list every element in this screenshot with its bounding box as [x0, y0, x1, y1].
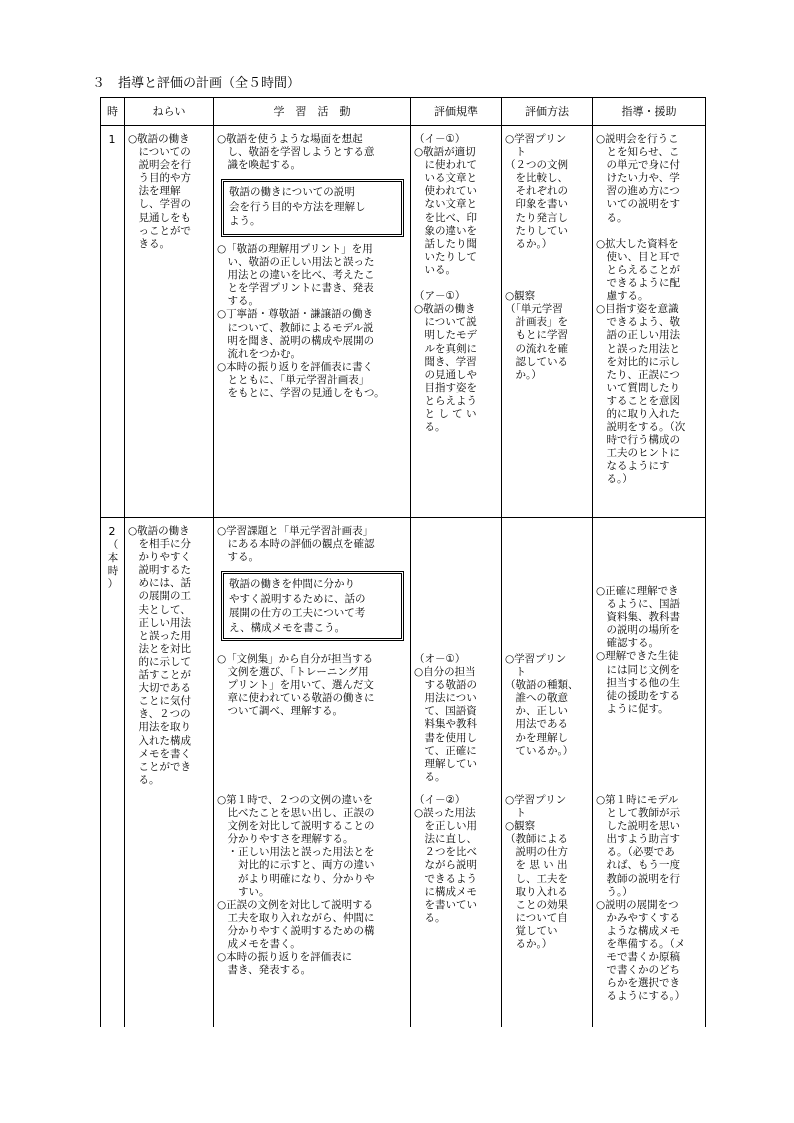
text-line: ○第１時にモデル [596, 794, 679, 806]
text-line: 書を使用し [414, 731, 477, 744]
text-line: る。 [128, 773, 160, 786]
text-line: することを意図 [596, 394, 680, 407]
text-line: ついて調べ、理解する。 [217, 705, 343, 718]
text-line: る。（必要であ [596, 846, 675, 859]
text-line [505, 277, 591, 290]
text-line: ○理解できた生徒 [596, 650, 679, 663]
text-line: もとに学習 [505, 329, 568, 342]
text-line: （２つの文例 [505, 159, 568, 172]
text-line: ト [505, 807, 526, 820]
text-line: の流れを確 [505, 342, 568, 355]
text-line: 語の正しい用法 [596, 329, 680, 342]
text-line: 象の違いを [414, 224, 477, 237]
text-line: 対比的に示すと、両方の違い [217, 859, 375, 872]
text-line: （ア－①） [414, 290, 466, 303]
text-line: ○敬語の働き [128, 525, 190, 537]
text-line: ○本時の振り返りを評価表に書く [217, 360, 374, 373]
text-line [505, 264, 591, 277]
text-line: たり発言し [505, 211, 568, 224]
text-line: と誤った用法と [596, 342, 680, 355]
text-line: けたい力や、学 [596, 172, 680, 185]
text-line: え、構成メモを書こう。 [229, 621, 346, 634]
text-line: 工夫を取り入れながら、仲間に [217, 911, 375, 924]
text-line: 章に使われている敬語の働きに [217, 692, 375, 705]
text-line: 使われてい [414, 185, 477, 198]
text-line: 用法である [505, 718, 568, 731]
text-line: できるよう、敬 [596, 316, 680, 329]
text-line: う目的や方 [128, 172, 191, 185]
text-line: 誰への敬意 [505, 692, 568, 705]
text-line: それぞれの [505, 185, 568, 198]
text-line: 文例を対比して説明することの [217, 820, 375, 833]
row-number: 2 [108, 525, 116, 538]
col-divider [410, 97, 411, 1027]
text-line: 説明会を行 [128, 159, 191, 172]
header-nerai: ねらい [152, 105, 186, 118]
text-line: 文例を選び、「トレーニング用 [217, 666, 369, 679]
row-divider [100, 517, 706, 518]
text-line: ○学習プリン [505, 133, 567, 145]
text-line: る。） [596, 473, 633, 486]
method-text [505, 133, 591, 382]
text-line: とともに、「単元学習計画表」 [217, 373, 370, 386]
text-line: る。 [414, 421, 446, 434]
text-line: について、教師によるモデル説 [217, 321, 374, 334]
text-line: を比べ、印 [414, 211, 477, 224]
text-line: を準備する。（メ [596, 938, 686, 951]
activity-text [217, 525, 409, 564]
text-line: 慮する。 [596, 290, 649, 303]
text-line: たりしてい [505, 224, 568, 237]
col-divider [592, 97, 593, 1027]
text-line: いる。 [414, 263, 456, 276]
text-line: できるよう [414, 872, 477, 885]
aim-text [128, 525, 212, 787]
text-line: 用法との違いを比べ、考えたこ [217, 269, 375, 282]
aim-text [128, 133, 212, 251]
text-line: るか。） [505, 237, 553, 250]
text-line: ○敬語の働き [414, 303, 476, 316]
lesson-goal-box [221, 179, 404, 237]
text-line: 明を聞き、説明の構成や展開の [217, 334, 375, 347]
activity-text [217, 243, 409, 400]
text-line: （敬語の種類、 [505, 679, 579, 692]
text-line: ことに気付 [128, 695, 191, 708]
text-line: っことがで [128, 224, 191, 237]
text-line: ○敬語が適切 [414, 146, 476, 159]
row-number: 1 [108, 133, 116, 146]
text-line: ○誤った用法 [414, 807, 476, 820]
text-line: 聞き、学習 [414, 355, 477, 368]
text-line: 説明をする。（次 [596, 421, 686, 434]
text-line: 本 [107, 552, 119, 565]
text-line: いて質問したり [596, 381, 680, 394]
text-line: 時で行う構成の [596, 434, 680, 447]
text-line: を書いてい [414, 898, 477, 911]
text-line: るか。） [505, 938, 553, 951]
text-line: かを理解し [505, 731, 568, 744]
text-line: 資料集、教科書 [596, 611, 680, 624]
header-ji: 時 [107, 105, 118, 118]
lesson-goal-box [221, 571, 404, 641]
text-line: ない文章と [414, 198, 477, 211]
text-line: 出すよう助言す [596, 833, 680, 846]
text-line: 習の進め方につ [596, 185, 680, 198]
text-line: の説明の場所を [596, 624, 680, 637]
text-line: ことができ [128, 760, 191, 773]
text-line: 用法につい [414, 692, 477, 705]
text-line: るようにする。） [596, 990, 686, 1003]
text-line: メモを書く [128, 747, 191, 760]
criteria-text [414, 794, 500, 925]
text-line [505, 251, 591, 264]
text-line: ○目指す姿を意識 [596, 303, 679, 316]
text-line: し、工夫を [505, 872, 568, 885]
text-line: する。 [217, 295, 259, 308]
text-line: る。 [596, 211, 628, 224]
text-line: ・正しい用法と誤った用法とを [217, 846, 375, 859]
criteria-text [414, 653, 500, 784]
text-line: 的に示して [128, 655, 191, 668]
text-line: 覚してい [505, 924, 558, 937]
text-line: 認している [505, 355, 568, 368]
text-line: （教師による [505, 833, 568, 846]
text-line: ２つを比べ [414, 846, 477, 859]
text-line: 印象を書い [505, 198, 568, 211]
text-line: 分かりやすさを理解する。 [217, 833, 354, 846]
header-kijun: 評価規準 [434, 105, 478, 118]
text-line: 書き、発表する。 [217, 964, 312, 977]
text-line: と誤った用 [128, 629, 191, 642]
text-line: し、敬語を学習しようとする意 [217, 146, 375, 159]
text-line: （「単元学習 [505, 303, 563, 316]
text-line: ○本時の振り返りを評価表に [217, 951, 353, 964]
text-line: （オ－①） [414, 653, 466, 665]
text-line: 使い、目と耳で [596, 250, 680, 263]
method-text [505, 794, 591, 951]
text-line: ルを真剣に [414, 342, 477, 355]
text-line: ○学習課題と「単元学習計画表」 [217, 525, 374, 537]
text-line: いての説明をす [596, 198, 680, 211]
text-line: き、２つの [128, 708, 191, 721]
text-line: すい。 [217, 885, 270, 898]
text-line: とらえることが [596, 263, 680, 276]
text-line: 識を喚起する。 [217, 159, 301, 172]
text-line: 流れをつかむ。 [217, 347, 301, 360]
text-line: 徒の援助をする [596, 689, 680, 702]
text-line: ○第１時で、２つの文例の違いを [217, 794, 373, 806]
text-line: 説明の仕方 [505, 846, 568, 859]
guidance-text [596, 133, 704, 487]
text-line: 会を行う目的や方法を理解し [229, 200, 366, 213]
text-line: て、国語資 [414, 705, 477, 718]
text-line: る。 [414, 911, 446, 924]
text-line: モで書くか原稿 [596, 951, 680, 964]
section-heading: ３ 指導と評価の計画（全５時間） [92, 76, 301, 91]
text-line: ○学習プリン [505, 653, 567, 665]
text-line: に構成メモ [414, 885, 477, 898]
text-line: らかを選択でき [596, 977, 680, 990]
text-line: 担当する他の生 [596, 676, 680, 689]
text-line: 入れた構成 [128, 734, 191, 747]
text-line: 確認する。 [596, 637, 659, 650]
text-line: ○観察 [505, 290, 536, 303]
header-shido: 指導・援助 [621, 105, 677, 118]
text-line: いる文章と [414, 172, 477, 185]
text-line: 明したモデ [414, 329, 477, 342]
text-line: 的に取り入れた [596, 407, 680, 420]
activity-text [217, 794, 409, 977]
text-line: （イ－①） [414, 133, 466, 145]
text-line: 時 [107, 565, 119, 578]
text-line: について説 [414, 316, 477, 329]
text-line: した説明を思い [596, 820, 680, 833]
text-line: を 思 い 出 [505, 859, 568, 872]
activity-text [217, 133, 409, 172]
header-divider [100, 125, 706, 126]
text-line: を正しい用 [414, 820, 477, 833]
text-line: をもとに、学習の見通しをもつ。 [217, 387, 385, 400]
table-border-right [705, 97, 706, 1027]
text-line: 成メモを書く。 [217, 938, 301, 951]
text-line: できるように配 [596, 277, 680, 290]
current-lesson-mark [104, 539, 122, 591]
header-hoho: 評価方法 [525, 105, 569, 118]
text-line: とを学習プリントに書き、発表 [217, 282, 374, 295]
col-divider [124, 97, 125, 1027]
text-line: るように、国語 [596, 598, 680, 611]
text-line: 敬語の働きについての説明 [229, 186, 355, 198]
criteria-text [414, 133, 500, 434]
text-line: 計画表」を [505, 316, 568, 329]
text-line: かみやすくする [596, 911, 680, 924]
table-border-top [100, 97, 706, 98]
text-line: ○「敬語の理解用プリント」を用 [217, 243, 373, 255]
text-line: ながら説明 [414, 859, 477, 872]
text-line: ような構成メモ [596, 924, 680, 937]
text-line: ○説明会を行うこ [596, 133, 679, 145]
text-line: よう。 [229, 215, 261, 227]
guidance-text [596, 794, 704, 1004]
text-line: か。） [505, 368, 542, 381]
text-line: し、学習の [128, 198, 191, 211]
text-line: 法を理解 [128, 185, 181, 198]
text-line: きる。 [128, 237, 170, 250]
text-line: を相手に分 [128, 538, 191, 551]
text-line: ○説明の展開をつ [596, 898, 679, 911]
text-line: 理解してい [414, 757, 477, 770]
text-line: 法とを対比 [128, 642, 191, 655]
text-line: 見通しをも [128, 211, 191, 224]
text-line: と し て い [414, 407, 477, 420]
text-line: を対比的に示し [596, 355, 680, 368]
text-line: 料集や教科 [414, 718, 477, 731]
guidance-text [596, 585, 704, 716]
method-text [505, 653, 591, 758]
text-line: する。 [217, 551, 259, 564]
text-line: ○観察 [505, 820, 536, 833]
text-line: 話したり聞 [414, 237, 477, 250]
text-line: なるようにす [596, 460, 670, 473]
table-border-left [100, 97, 101, 1027]
text-line: ○拡大した資料を [596, 237, 679, 250]
text-line: ○「文例集」から自分が担当する [217, 653, 374, 665]
text-line: プリント」を用いて、選んだ文 [217, 679, 374, 692]
text-line: ○敬語の働き [128, 133, 190, 145]
text-line: 説明するた [128, 564, 191, 577]
text-line: ト [505, 666, 526, 679]
text-line: についての [128, 146, 191, 159]
text-line: 大切である [128, 682, 191, 695]
text-line: ） [107, 578, 119, 591]
text-line: ○正誤の文例を対比して説明する [217, 898, 374, 911]
text-line [596, 225, 704, 238]
text-line: 教師の説明を行 [596, 872, 680, 885]
header-katsudo: 学 習 活 動 [273, 105, 351, 118]
text-line: ように促す。 [596, 702, 669, 715]
text-line: とらえよう [414, 394, 477, 407]
text-line: 分かりやすく説明するための構 [217, 924, 375, 937]
text-line: ○学習プリン [505, 794, 567, 806]
text-line: には同じ文例を [596, 663, 680, 676]
text-line: かりやすく [128, 551, 191, 564]
text-line: 話すことが [128, 669, 191, 682]
text-line: に使われて [414, 159, 477, 172]
text-line: を比較し、 [505, 172, 568, 185]
text-line: ○正確に理解でき [596, 585, 679, 597]
text-line: の見通しや [414, 368, 477, 381]
text-line: （ [107, 539, 119, 551]
text-line: にある本時の評価の観点を確認 [217, 538, 375, 551]
text-line: う。） [596, 885, 633, 898]
text-line: ○自分の担当 [414, 666, 476, 679]
text-line: ているか。） [505, 744, 574, 757]
text-line: めには、話 [128, 577, 191, 590]
text-line: 工夫のヒントに [596, 447, 680, 460]
text-line: の展開の工 [128, 590, 191, 603]
text-line: ト [505, 146, 526, 159]
text-line: 用法を取り [128, 721, 191, 734]
text-line: 夫として、 [128, 603, 191, 616]
text-line: ことの効果 [505, 898, 568, 911]
text-line: として教師が示 [596, 807, 680, 820]
col-divider [213, 97, 214, 1027]
text-line: 目指す姿を [414, 381, 477, 394]
activity-text [217, 653, 409, 718]
text-line: か、正しい [505, 705, 568, 718]
text-line: 正しい用法 [128, 616, 191, 629]
text-line: の単元で身に付 [596, 159, 680, 172]
text-line: る。 [414, 770, 446, 783]
text-line: で書くかのどち [596, 964, 680, 977]
text-line: 敬語の働きを仲間に分かり [229, 578, 355, 590]
text-line: て、正確に [414, 744, 477, 757]
text-line: （イ－②） [414, 794, 466, 806]
text-line: について自 [505, 911, 568, 924]
text-line [414, 277, 500, 290]
text-line: ○敬語を使うような場面を想起 [217, 133, 363, 145]
text-line: がより明確になり、分かりや [217, 872, 375, 885]
text-line: い、敬語の正しい用法と誤った [217, 256, 375, 269]
text-line: 取り入れる [505, 885, 568, 898]
text-line: 展開の仕方の工夫について考 [229, 607, 366, 619]
text-line: たり、正誤につ [596, 368, 680, 381]
text-line: 法に直し、 [414, 833, 477, 846]
text-line: やすく説明するために、話の [229, 592, 366, 605]
text-line: ○丁寧語・尊敬語・謙譲語の働き [217, 308, 374, 321]
text-line: れば、もう一度 [596, 859, 680, 872]
text-line: 比べたことを思い出し、正誤の [217, 807, 375, 820]
text-line: いたりして [414, 250, 477, 263]
col-divider [501, 97, 502, 1027]
text-line: とを知らせ、こ [596, 146, 680, 159]
text-line: する敬語の [414, 679, 477, 692]
